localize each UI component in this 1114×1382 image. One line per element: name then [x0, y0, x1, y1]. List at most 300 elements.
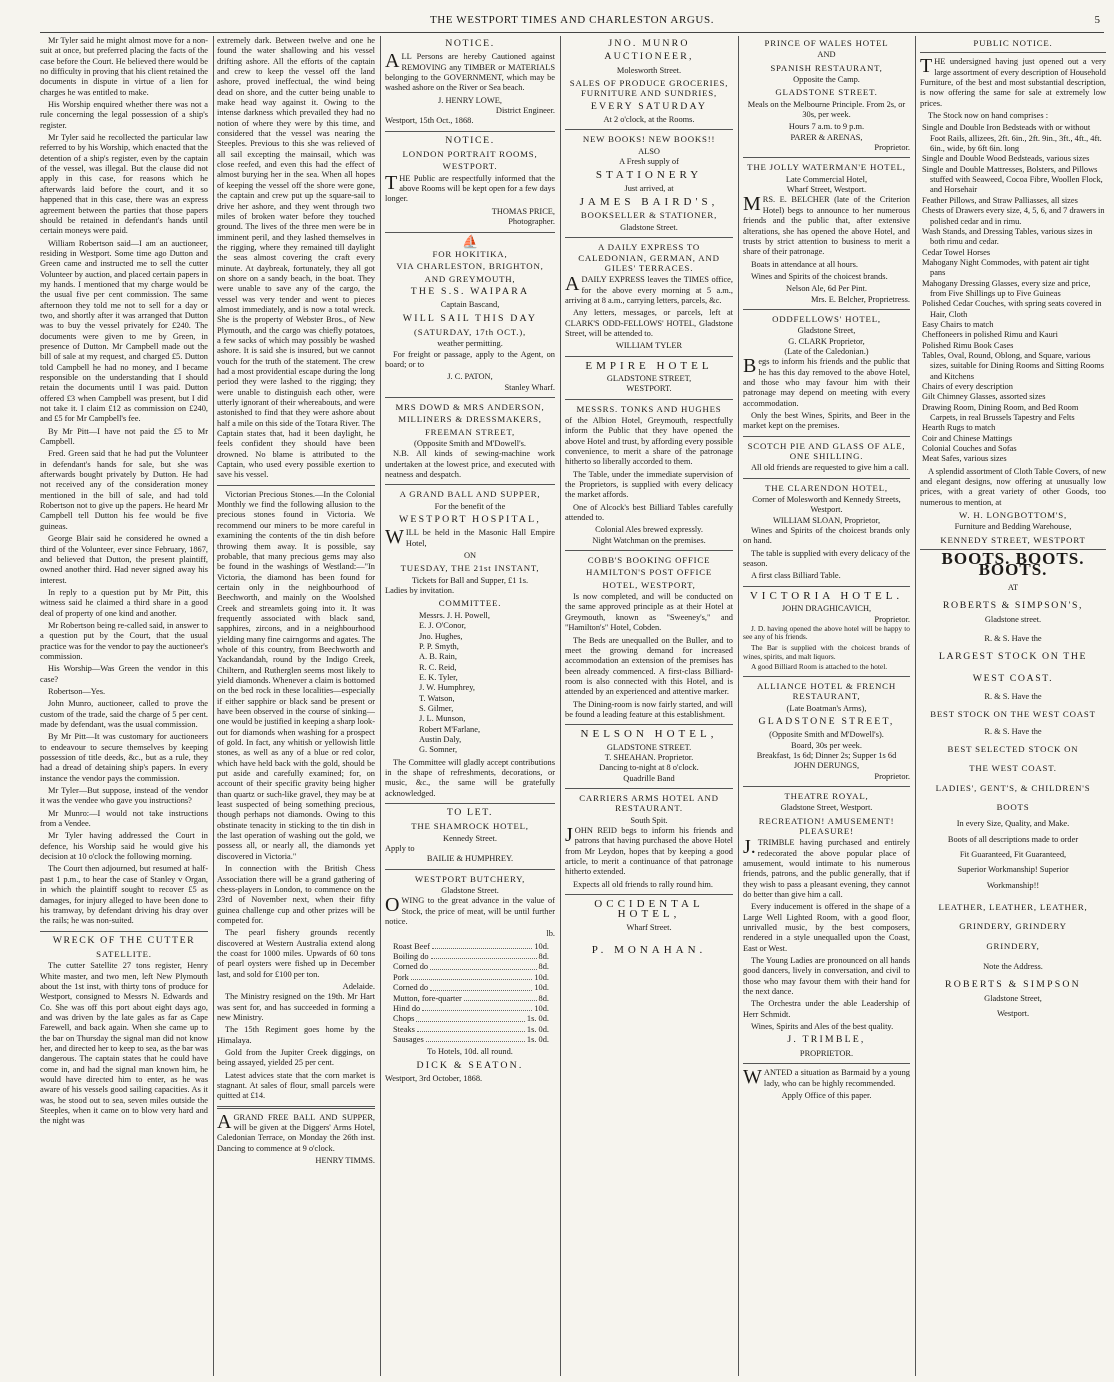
stock-list [922, 123, 1106, 464]
ad-paragraph: Expects all old friends to rally round him. [573, 879, 714, 889]
ad-paragraph: For freight or passage, apply to the Agent, on board; or to [385, 349, 555, 369]
ad-line: Superior Workmanship! Superior [957, 865, 1069, 875]
divider [565, 724, 733, 725]
ad-line: R. & S. Have the [984, 633, 1042, 643]
price-item: Pork [393, 972, 409, 982]
article-paragraph: His Worship enquired whether there was not a rule concerning the legal possession of a ship's register. [40, 100, 208, 130]
column-6 [920, 36, 1106, 1376]
divider [565, 788, 733, 789]
ad-paragraph: Meals on the Melbourne Principle. From 2s, or 30s, per week. [747, 99, 906, 120]
price-row [393, 983, 549, 993]
ad-heading: THEATRE ROYAL, [784, 790, 869, 801]
ad-heading: THE SHAMROCK HOTEL, [411, 821, 529, 832]
committee-member: Austin Daly, [419, 734, 462, 744]
ad-heading: ROBERTS & SIMPSON'S, [942, 600, 1084, 612]
price-item: Roast Beef [393, 941, 430, 951]
ad-heading: EMPIRE HOTEL [585, 359, 713, 372]
price-row [393, 1035, 549, 1045]
court-report [40, 36, 208, 927]
newspaper-title: THE WESTPORT TIMES AND CHARLESTON ARGUS. [429, 14, 715, 26]
divider [217, 485, 375, 486]
stock-item: Drawing Room, Dining Room, and Bed Room Carpets, in real Brussels Tapestry and Felts [922, 402, 1079, 423]
ad-signature: Mrs. E. Belcher, Proprietress. [811, 294, 910, 304]
ad-line: Workmanship!! [986, 880, 1040, 890]
divider [40, 931, 208, 932]
stock-item: Easy Chairs to match [922, 319, 994, 329]
column-rule [213, 36, 214, 1376]
price-unit: lb. [546, 929, 555, 939]
ad-line: Proprietor. [874, 614, 910, 624]
price-value: 10d. [534, 941, 549, 951]
article-paragraph: William Robertson said—I am an auctioneer, residing in Westport. Some time ago Dutton and Green came and instructed me to sell the cutter Volunteer by auction, and placed certain papers in my hands. I mentioned that my charge would be the usual five per cent commission. The same afternoon they told me not to sell for a day or two, and shortly after it was arranged that Dutton was to buy the vessel privately for £240. The documents were given to me by Green, in presence of Dutton. Mr Campbell made out the bill of sale at my request, and charged £5. Dutton told Campbell he had no money, and I became responsible on the understanding that I should retain the documents until I was paid. Dutton offered £3 when Campbell was present, but I did not take it. I claim £12 as commission on £240, and £5 for Mr Campbell's fee. [40, 238, 208, 424]
ad-line: T. SHEAHAN. Proprietor. [604, 752, 694, 762]
committee-member: Robert M'Farlane, [419, 724, 481, 734]
price-item: Hind do [393, 1003, 421, 1013]
ad-subheading: WESTPORT. [442, 161, 498, 172]
column-rule [380, 36, 381, 1376]
ad-paragraph: WANTED a situation as Barmaid by a young lady, who can be highly recommended. [743, 1066, 910, 1089]
ad-heading: THE CLARENDON HOTEL, [765, 482, 888, 493]
ad-heading: LADIES', GENT'S, & CHILDREN'S [935, 782, 1091, 793]
ad-line: (Opposite Smith and M'Dowell's. [414, 439, 526, 448]
ad-paragraph: The table is supplied with every delicacy of the season. [743, 548, 910, 569]
price-value: 1s. 0d. [526, 1024, 549, 1034]
column-rule [915, 36, 916, 1376]
article-subheading: SATELLITE. [96, 948, 152, 959]
ad-heading: JNO. MUNRO [608, 38, 690, 49]
article-paragraph: Mr Tyler said he might almost move for a non-suit at once, but preferred placing the facts of the case before the Court. He believed there would be no difficulty in proving that his client retained the documents in dispute in virtue of a lien for charges he was entitled to make. [40, 36, 208, 97]
ad-line: Nelson Ale, 6d Per Pint. [786, 284, 867, 294]
ad-line: Board, 30s per week. [791, 740, 862, 750]
committee-member: E. K. Tyler, [419, 672, 458, 682]
divider [385, 232, 555, 233]
ad-heading: EVERY SATURDAY [590, 100, 708, 112]
divider [743, 1063, 910, 1064]
ad-line: ON [463, 551, 477, 561]
leader-dots [416, 1014, 524, 1021]
ad-line: Gladstone street. [984, 614, 1042, 624]
ad-line: weather permitting. [437, 339, 503, 349]
leader-dots [431, 952, 537, 959]
divider [385, 869, 555, 870]
price-item: Corned do [393, 983, 429, 993]
article-paragraph: Fred. Green said that he had put the Volunteer in defendant's hands for sale, but she was afterwards bought privately by Dutton. He had not received any of the consideration money mentioned in the bill of sale, and had told Robertson not to give up the papers. He heard Mr Campbell tell Dutton his fee would be five guineas. [40, 449, 208, 531]
stock-item: Tables, Oval, Round, Oblong, and Square, various sizes, suitable for Dining Rooms and Sitting Rooms and Kitchens [922, 350, 1105, 381]
ad-paragraph: Any letters, messages, or parcels, left at CLARK'S ODD-FELLOWS' HOTEL, Gladstone Street, will be attended to. [565, 308, 733, 338]
divider [743, 478, 910, 479]
ad-paragraph: of the Albion Hotel, Greymouth, respectfully inform the Public that they have opened the above Hotel and trust, by affording every possible convenience, to merit a share of the patronage hitherto so liberally accorded to them. [565, 415, 733, 467]
committee-member: E. J. O'Conor, [419, 621, 467, 631]
ad-paragraph: All old friends are requested to give him a call. [751, 463, 909, 473]
ad-line: AT [1007, 582, 1019, 592]
page-number: 5 [1094, 14, 1100, 26]
ad-line: Just arrived, at [624, 183, 674, 193]
price-list [393, 942, 549, 1045]
ad-paragraph: Boats in attendance at all hours. [751, 259, 858, 269]
price-row [393, 1014, 549, 1024]
ad-line: R. & S. Have the [984, 726, 1042, 736]
stock-item: Single and Double Mattresses, Bolsters, and Pillows stuffed with Seaweed, Cocoa Fibre, Woollen Flock, and Horsehair [922, 164, 1103, 195]
ad-date: Westport, 15th Oct., 1868. [385, 116, 474, 126]
ad-heading: RECREATION! AMUSEMENT! PLEASURE! [758, 815, 895, 836]
article-paragraph: Mr Robertson being re-called said, in answer to a question put by the Court, that the usual practice was for the vendor to pay the auctioneer's commission. [40, 620, 208, 661]
ad-heading: COBB'S BOOKING OFFICE [587, 555, 711, 566]
divider [743, 436, 910, 437]
divider [385, 131, 555, 132]
article-paragraph: extremely dark. Between twelve and one he found the water shallowing and his vessel drifting ashore. All the efforts of the captain and crew to keep the vessel off the land ashore, proved ineffectual, the wind being dead on shore, and the cutter being unable to make head way against it. Owing to the intense darkness which prevailed they had no notion of where they were by this time, and considered that the vessel was nearing the Steeples. Previous to this she was relieved of all sail excepting the mainsail, which was close reefed, and even this had the effect of almost burying her in the sea. When all hopes of keeping the vessel off the shore were gone, the captain and crew put up the square-sail to drive her ashore, and they went through two miles of broken water before they touched ground. The lives of the three men were be in imminent peril, and they lashed themselves in the rigging, where they remained till daylight the seas almost covering the craft every minute. At daybreak, fortunately, they all got on shore on a sandy beach, in the boat. They were unable to save any of the cargo, the vessel was very tender and went to pieces almost immediately, and is now a total wreck. She is the property of Webster Bros., of New Plymouth, and the cargo was chiefly potatoes, a few sacks of which may possibly be washed ashore. It is said she is insured, but we cannot vouch for the truth of the statement. The crew had a most providential escape during the long period they were lashed to the rigging; they were unable to distinguish each other, were utterly ignorant of their whereabouts, and were astonished to find that they were ashore about half a mile on this side of the Totara River. The Captain states that, had it been daylight, he feels confident they should have been drowned. No blame is attributed to the Captain, who used every possible exertion to save his vessel. [217, 36, 375, 480]
ad-signature: J. C. PATON, [447, 372, 493, 382]
ad-heading: BOOTS. BOOTS. BOOTS. [941, 549, 1085, 579]
ad-heading: BOOKSELLER & STATIONER, [580, 210, 718, 221]
ad-signature: Stanley Wharf. [504, 382, 555, 392]
ad-paragraph: ALL Persons are hereby Cautioned against REMOVING any TIMBER or MATERIALS belonging to the GOVERNMENT, which may be washed ashore on the River or Sea beach. [385, 50, 555, 93]
ad-line: Gladstone Street, [797, 326, 856, 336]
masthead [40, 2, 1104, 33]
ad-heading: THE WEST COAST. [969, 763, 1057, 774]
stock-item: Chairs of every description [922, 382, 1013, 391]
ad-paragraph: Wines, Spirits and Ales of the best quality. [751, 1022, 894, 1032]
ad-line: (Opposite Smith and M'Dowell's). [769, 730, 884, 740]
price-row [393, 962, 549, 972]
ad-heading: NOTICE. [445, 134, 495, 146]
article-paragraph: The Ministry resigned on the 19th. Mr Hart was sent for, and has succeeded in forming a new Ministry. [217, 992, 375, 1022]
ad-paragraph: JOHN REID begs to inform his friends and patrons that having purchased the above Hotel from Mr Leydon, hopes that by keeping a good article, to merit a continuance of that patronage hitherto extended. [565, 824, 733, 877]
ad-paragraph: One of Alcock's best Billiard Tables carefully attended to. [565, 502, 733, 523]
ad-heading: WILL SAIL THIS DAY [402, 312, 538, 324]
column-4 [565, 36, 733, 1376]
ad-line: A Fresh supply of [619, 157, 679, 167]
ad-line: G. CLARK Proprietor, [788, 336, 865, 346]
article-paragraph: By Mr Pitt—I have not paid the £5 to Mr Campbell. [40, 426, 208, 447]
ad-signature: BAILIE & HUMPHREY. [426, 854, 514, 864]
ad-line: Note the Address. [983, 962, 1043, 972]
price-row [393, 952, 549, 962]
ad-signature: District Engineer. [495, 106, 555, 116]
stock-item: Hearth Rugs to match [922, 423, 996, 433]
ad-heading: ODDFELLOWS' HOTEL, [772, 313, 881, 324]
price-item: Corned do [393, 962, 429, 972]
stock-item: Gilt Chimney Glasses, assorted sizes [922, 392, 1046, 402]
leader-dots [417, 1025, 525, 1032]
ad-signature: HENRY TIMMS. [315, 1156, 375, 1166]
ad-heading: BOOTS [996, 801, 1030, 812]
article-heading: WRECK OF THE CUTTER [52, 934, 196, 946]
ad-line: WESTPORT. [626, 384, 672, 394]
stock-item: Mahogany Dressing Glasses, every size and price, from Five Shillings up to Five Guineas [922, 278, 1091, 298]
ad-heading: NOTICE. [445, 38, 495, 49]
divider [920, 52, 1106, 53]
stock-item: Mahogany Night Commodes, with patent air tight pans [922, 257, 1090, 278]
ad-heading: STATIONERY [595, 169, 703, 182]
committee-member: S. Gilmer, [419, 703, 454, 713]
leader-dots [411, 973, 533, 980]
ad-line: (Late of the Caledonian.) [784, 346, 869, 356]
ad-heading: FOR HOKITIKA, [432, 248, 508, 259]
price-value: 8d. [538, 993, 549, 1003]
divider [565, 399, 733, 400]
ad-paragraph: J. D. having opened the above hotel will be happy to see any of his friends. [743, 623, 910, 642]
ad-heading: SALES OF PRODUCE GROCERIES, FURNITURE AND SUNDRIES, [569, 78, 729, 99]
committee-member: A. B. Rain, [419, 652, 457, 662]
ad-subheading: LONDON PORTRAIT ROOMS, [402, 149, 538, 160]
ad-paragraph: Every inducement is offered in the shape of a Large Well Lighted Room, with a good floor, unrivalled music, by the best composers, rendered in a style unequalled upon the Coast, East or West. [743, 902, 910, 953]
ad-signature: Apply Office of this paper. [781, 1090, 872, 1100]
price-row [393, 1025, 549, 1035]
ad-line: R. & S. Have the [984, 691, 1042, 701]
leader-dots [464, 994, 537, 1001]
ad-paragraph: Wines and Spirits of the choicest brands. [751, 271, 888, 281]
ad-heading: HAMILTON'S POST OFFICE [585, 567, 713, 578]
ad-line: Dancing to-night at 8 o'clock. [599, 763, 699, 773]
ad-signature: PARER & ARENAS, [790, 132, 863, 142]
price-row [393, 942, 549, 952]
article-paragraph: Latest advices state that the corn market is stagnant. At sales of flour, small parcels were quitted at £14. [217, 1070, 375, 1101]
ad-heading: TO LET. [446, 807, 494, 818]
ad-paragraph: Is now completed, and will be conducted on the same approved principle as at their Hotel at Greymouth, known as "Sweeney's," and "Hamilton's" Hotel, Cobden. [565, 592, 733, 633]
divider [743, 157, 910, 158]
ad-heading: AND GREYMOUTH, [424, 273, 516, 284]
ad-paragraph: N.B. All kinds of sewing-machine work undertaken at the lowest price, and executed with neatness and despatch. [385, 449, 555, 480]
article-paragraph: George Blair said he considered he owned a third of the Volunteer, ever since February, 1867, and believed that Dutton, the present plaintiff, owned another third. Had never signed away his interest. [40, 534, 208, 585]
committee-list [419, 611, 555, 756]
article-paragraph: The Court then adjourned, but resumed at half-past 1 p.m., to hear the case of Stanley v Organ, in which the plaintiff sought to recover £5 as damages, for injury alleged to have been done to his tramway, by defendant driving his dray over the rails; he was non-suited. [40, 864, 208, 926]
ad-heading: WESTPORT BUTCHERY, [414, 873, 526, 884]
ad-paragraph: The Dining-room is now fairly started, and will be found a leading feature at this establishment. [565, 699, 733, 719]
ad-paragraph: WILL be held in the Masonic Hall Empire Hotel, [385, 526, 555, 549]
stock-item: Wash Stands, and Dressing Tables, various sizes in both rimu and cedar. [922, 226, 1093, 247]
stock-item: Coir and Chinese Mattings [922, 433, 1013, 443]
article-paragraph: Gold from the Jupiter Creek diggings, on being assayed, yielded 25 per cent. [217, 1048, 375, 1068]
divider [565, 550, 733, 551]
article-paragraph: The cutter Satellite 27 tons register, Henry White master, and two men, left New Plymouth about the 1st inst, with thirty tons of produce for Westport, consigned to Messrs N. Edwards and Co. She was off this port about eight days ago, and was driven by the late gales as far as Cape Farewell, and back again. When she came up to the bar on Thursday the signal man did not know her, and directed her to keep to sea, as the bar was dangerous. The captain states that he could have come in, and had the signal man known him, he would have directed him to enter, as he was aware of his vessels good sailing capacities. As it was, he stood out to sea, seven miles outside the Steeples, when it came on to blow very hard and the night was [40, 961, 208, 1126]
ad-line: AND [817, 50, 836, 60]
ad-heading: MESSRS. TONKS AND HUGHES [576, 403, 722, 414]
ad-heading: PUBLIC NOTICE. [973, 38, 1053, 48]
committee-member: G. Somner, [419, 745, 458, 755]
ad-signature: J. TRIMBLE, [787, 1034, 866, 1046]
article-paragraph: The 15th Regiment goes home by the Himalaya. [217, 1025, 375, 1045]
price-value: 1s. 0d. [526, 1014, 549, 1024]
ad-heading: TUESDAY, THE 21st INSTANT, [400, 563, 540, 574]
article-paragraph: His Worship—Was Green the vendor in this case? [40, 664, 208, 684]
ad-paragraph: The Young Ladies are pronounced on all hands good dancers, lively in conversation, and civil to those who may favour them with their hand for the next dance. [743, 956, 910, 997]
ad-line: South Spit. [630, 815, 668, 825]
divider [565, 129, 733, 130]
ad-line: Night Watchman on the premises. [592, 535, 706, 545]
divider [565, 237, 733, 238]
ad-line: Gladstone Street, Westport. [780, 803, 873, 813]
ad-paragraph: OWING to the great advance in the value of Stock, the price of meat, will be until further notice. [385, 894, 555, 927]
ad-heading: A DAILY EXPRESS TO CALEDONIAN, GERMAN, AND GILES' TERRACES. [578, 242, 720, 273]
ad-signature: ROBERTS & SIMPSON [945, 979, 1081, 991]
ad-line: At 2 o'clock, at the Rooms. [603, 115, 695, 125]
ad-date: Westport, 3rd October, 1868. [385, 1073, 483, 1083]
column-1 [40, 36, 208, 1376]
stock-item: Polished Rimu Book Cases [922, 340, 1014, 350]
ad-heading: BEST STOCK ON THE WEST COAST [930, 709, 1096, 720]
ad-heading: ALLIANCE HOTEL & FRENCH RESTAURANT, [756, 680, 897, 702]
steamship-icon: ⛵ [462, 233, 478, 249]
ad-line: Kennedy Street. [443, 833, 497, 843]
ad-heading: GRINDERY, GRINDERY [959, 921, 1067, 932]
divider [385, 803, 555, 804]
ad-line: Corner of Molesworth and Kennedy Streets, Westport. [752, 495, 901, 515]
ad-line: Wharf Street, Westport. [786, 185, 867, 195]
price-value: 1s. 0d. [526, 1034, 549, 1044]
divider [565, 894, 733, 895]
ad-line: Gladstone Street. [620, 222, 678, 232]
ad-signature: WILLIAM SLOAN, Proprietor, [772, 515, 881, 525]
ad-signature: THOMAS PRICE, [491, 206, 555, 216]
price-value: 10d. [534, 1003, 549, 1013]
ad-line: Opposite the Camp. [793, 75, 860, 85]
ad-paragraph: THE undersigned having just opened out a very large assortment of every description of Household Furniture, of the best and most substantial description, is now offering the same for sale at extremely low prices. [920, 55, 1106, 108]
ad-paragraph: The Stock now on hand comprises : [928, 111, 1049, 121]
ad-signature: JOHN DERUNGS, [793, 761, 860, 771]
stock-item: Colonial Couches and Sofas [922, 444, 1017, 454]
divider [217, 1106, 375, 1109]
article-paragraph: Mr Tyler having addressed the Court in defence, his Worship said he would give his decision at 10 o'clock the following morning. [40, 831, 208, 862]
committee-member: Messrs. J. H. Powell, [419, 610, 490, 620]
ad-line: GLADSTONE STREET, [606, 373, 692, 383]
price-value: 8d. [538, 962, 549, 972]
stock-item: Single and Double Iron Bedsteads with or without Foot Rails, allizees, 2ft. 6in., 2ft. 9in., 3ft., 4ft., 4ft. 6in., wide, by 6ft 6in. long [922, 123, 1102, 154]
ad-line: GLADSTONE STREET. [606, 742, 692, 752]
divider [743, 786, 910, 787]
price-value: 8d. [538, 952, 549, 962]
ad-heading: PRINCE OF WALES HOTEL [764, 38, 889, 48]
ad-line: Gladstone Street. [441, 886, 499, 896]
ad-heading: NEW BOOKS! NEW BOOKS!! [582, 134, 716, 145]
ad-heading: THE JOLLY WATERMAN'E HOTEL, [747, 162, 906, 173]
divider [743, 309, 910, 310]
ad-signature: Proprietor. [874, 771, 910, 781]
divider [385, 484, 555, 485]
ad-heading: LARGEST STOCK ON THE [938, 651, 1088, 663]
ad-paragraph: A first class Billiard Table. [751, 571, 841, 581]
ad-line: Wharf Street. [626, 922, 672, 932]
ad-heading: VICTORIA HOTEL. [749, 589, 904, 602]
ad-heading: BEST SELECTED STOCK ON [947, 743, 1079, 754]
leader-dots [432, 942, 532, 949]
ad-paragraph: The Orchestra under the able Leadership of Herr Schmidt. [743, 999, 910, 1019]
ad-heading: A GRAND BALL AND SUPPER, [399, 489, 541, 500]
price-item: Mutton, fore-quarter [393, 993, 462, 1003]
leader-dots [430, 983, 532, 990]
ad-line: Fit Guaranteed, Fit Guaranteed, [959, 850, 1067, 859]
stock-item: Feather Pillows, and Straw Palliasses, all sizes [922, 195, 1078, 205]
committee-member: Jno. Hughes, [419, 631, 463, 641]
ad-signature: Proprietor. [874, 143, 910, 153]
divider [385, 397, 555, 398]
ad-line: Quadrille Band [623, 773, 675, 783]
ad-line: Apply to [385, 844, 415, 854]
ad-line: (SATURDAY, 17th OCT.), [413, 326, 526, 337]
ad-line: Captain Bascand, [440, 300, 500, 310]
price-value: 10d. [534, 983, 549, 993]
price-value: 10d. [534, 972, 549, 982]
leader-dots [426, 1035, 525, 1042]
ad-signature: WILLIAM TYLER [615, 341, 683, 351]
price-item: Chops [393, 1014, 415, 1024]
article-paragraph: The pearl fishery grounds recently discovered at Western Australia extend along the coast for 1000 miles. Upwards of 60 tons of pearl oysters were fished up in December last, and sold for £100 per ton. [217, 928, 375, 979]
ad-paragraph: A splendid assortment of Cloth Table Covers, of new and elegant designs, now offering at unusually low prices, with a great variety of other Goods, too numerous to mention, at [920, 466, 1106, 507]
ad-line: Westport. [996, 1009, 1030, 1019]
article-paragraph: Mr Tyler said he recollected the particular law referred to by his Worship, which enacted that the detention of a ship's register, even by the captain of the vessel, was illegal. But the clause did not apply in this case, for reasons which he afterwards laid before the court, and it so happened that in this case, there was an express agreement between the parties that those papers should be retained in defendant's hands until certain moneys were paid. [40, 133, 208, 236]
stock-item: Single and Double Wood Bedsteads, various sizes [922, 154, 1090, 164]
ad-paragraph: The Committee will gladly accept contributions in the shape of refreshments, decorations, or music, &c., the same will be gratefully acknowledged. [385, 757, 555, 798]
ad-line: Late Commercial Hotel, [785, 174, 868, 184]
ad-paragraph: A good Billiard Room is attached to the hotel. [751, 662, 888, 672]
ad-signature: PROPRIETOR. [799, 1048, 854, 1058]
stock-item: Cheffoneers in polished Rimu and Kauri [922, 330, 1058, 340]
ad-line: Breakfast, 1s 6d; Dinner 2s; Supper 1s 6d [756, 750, 897, 760]
ad-line: Boots of all descriptions made to order [947, 834, 1079, 844]
ad-heading: LEATHER, LEATHER, LEATHER, [938, 902, 1088, 913]
article-paragraph: John Munro, auctioneer, called to prove the custom of the trade, said the charge of 5 per cent. made by defendant, was the usual commission. [40, 699, 208, 729]
ad-heading: CARRIERS ARMS HOTEL AND RESTAURANT. [579, 792, 719, 814]
committee-member: T. Watson, [419, 693, 455, 703]
stock-item: Cedar Towel Horses [922, 247, 991, 257]
ad-line: (Late Boatman's Arms), [786, 703, 867, 713]
ad-paragraph: The Table, under the immediate supervision of the Proprietors, is supplied with every delicacy the market affords. [565, 469, 733, 500]
article-paragraph: In connection with the British Chess Association there will be a grand gathering of chess-players in London, to commence on the 23rd of November next, when their fifty guinea challenge cup and other prizes will be competed for. [217, 864, 375, 925]
ad-line: Molesworth Street. [616, 65, 682, 75]
ad-line: Furniture and Bedding Warehouse, [954, 522, 1072, 532]
ad-signature: W. H. LONGBOTTOM'S, [959, 510, 1067, 521]
stock-item: Chests of Drawers every size, 4, 5, 6, and 7 drawers in polished cedar and in rimu. [922, 206, 1105, 226]
leader-dots [422, 1004, 532, 1011]
column-3 [385, 36, 555, 1376]
ad-heading: FREEMAN STREET, [424, 426, 516, 437]
price-item: Steaks [393, 1024, 415, 1034]
ad-line: Tickets for Ball and Supper, £1 1s. [411, 575, 529, 585]
ad-paragraph: THE Public are respectfully informed that the above Rooms will be kept open for a few days longer. [385, 171, 555, 204]
ad-heading: SCOTCH PIE AND GLASS OF ALE, ONE SHILLING. [747, 440, 906, 462]
ad-paragraph: Begs to inform his friends and the public that he has this day removed to the above Hotel, and those who may favour him with their patronage may depend on meeting with every accommodation. [743, 355, 910, 408]
ad-heading: COMMITTEE. [438, 598, 502, 609]
ad-heading: AUCTIONEER, [604, 51, 694, 63]
ad-heading: THE S.S. WAIPARA [410, 285, 530, 297]
ad-signature: P. MONAHAN. [591, 944, 707, 957]
ad-heading: GLADSTONE STREET. [775, 87, 878, 98]
ad-paragraph: J.TRIMBLE having purchased and entirely redecorated the above popular place of amusement, would intimate to his numerous friends, patrons, and the public generally, that if they wish to pass a pleasant evening, they cannot do better than give him a call. [743, 836, 910, 899]
ad-line: Colonial Ales brewed expressly. [595, 525, 703, 535]
divider [743, 676, 910, 677]
committee-member: J. L. Munson, [419, 714, 466, 724]
column-5 [743, 36, 910, 1376]
ad-line: In every Size, Quality, and Make. [956, 819, 1070, 829]
article-paragraph: Mr Tyler—But suppose, instead of the vendor it was the vendee who gave you instructions? [40, 786, 208, 806]
article-paragraph: By Mr Pitt—It was customary for auctioneers to endeavour to secure themselves by keeping possession of title deeds, &c., but as a rule, they had a dread of detaining ship's papers. In every instance the vendor pays the commission. [40, 732, 208, 783]
committee-member: P. P. Smyth, [419, 641, 459, 651]
ad-line: JOHN DRAGHICAVICH, [781, 604, 872, 614]
committee-member: R. C. Reid, [419, 662, 457, 672]
ad-paragraph: The Bar is supplied with the choicest brands of wines, spirits, and malt liquors. [743, 643, 910, 661]
ad-heading: JAMES BAIRD'S, [579, 196, 719, 209]
stock-item: Meat Safes, various sizes [922, 454, 1007, 464]
price-item: Sausages [393, 1034, 424, 1044]
ad-line: For the benefit of the [434, 501, 506, 511]
ad-paragraph: Only the best Wines, Spirits, and Beer in the market kept on the premises. [743, 411, 910, 431]
ad-heading: MILLINERS & DRESSMAKERS, [398, 414, 542, 425]
ad-heading: NELSON HOTEL, [580, 728, 718, 741]
ad-heading: GLADSTONE STREET, [758, 715, 895, 727]
ad-paragraph: AGRAND FREE BALL AND SUPPER, will be given at the Diggers' Arms Hotel, Caledonian Terrace, on Monday the 26th inst. Dancing to commence at 9 o'clock. [217, 1110, 375, 1153]
ad-line: ALSO [638, 146, 660, 156]
article-paragraph: Victorian Precious Stones.—In the Colonial Monthly we find the following allusion to the precious stones found in Victoria. We recommend our miners to be more careful in examining the contents of the tin dish before throwing them away. It is possible, say probable, that many precious gems may also be found in the washings of Westland:—"In Victoria, the diamond has been found for certain only in the neighbourhood of Beechworth, and mainly on the Woolshed Creek and streamlets going into it. It was frequently associated with black sand, sapphires, zircons, and in a neighbourhood yielding many fine cairngorms and agates. The whole of this country, from Beechworth and Yackandandah, round by the Indigo Creek, Chiltern, and Rutherglen seems most likely to yield diamonds. Whenever a claim is bottomed on the bed rock in these localities—especially if either sapphire or black sand be present or have been observed in the course of sinking—one would be justified in keeping a sharp look-out for diamonds when washing for a prospect of gold. In fact, any whitish or yellowish little stones, as well as any of a blue or red color, which have held back with the gold, should be put aside and carefully examined; for, on account of their specific gravity being higher than quartz or such-like gravel, they may be at least suspected of being something precious, though perhaps not diamonds. Owing to this obstinate tenacity in sticking to the tin dish in the last operation of washing out the gold, we possess all, or nearly all, the diamonds yet discovered in Victoria." [217, 489, 375, 861]
ad-line: To Hotels, 10d. all round. [427, 1047, 513, 1057]
